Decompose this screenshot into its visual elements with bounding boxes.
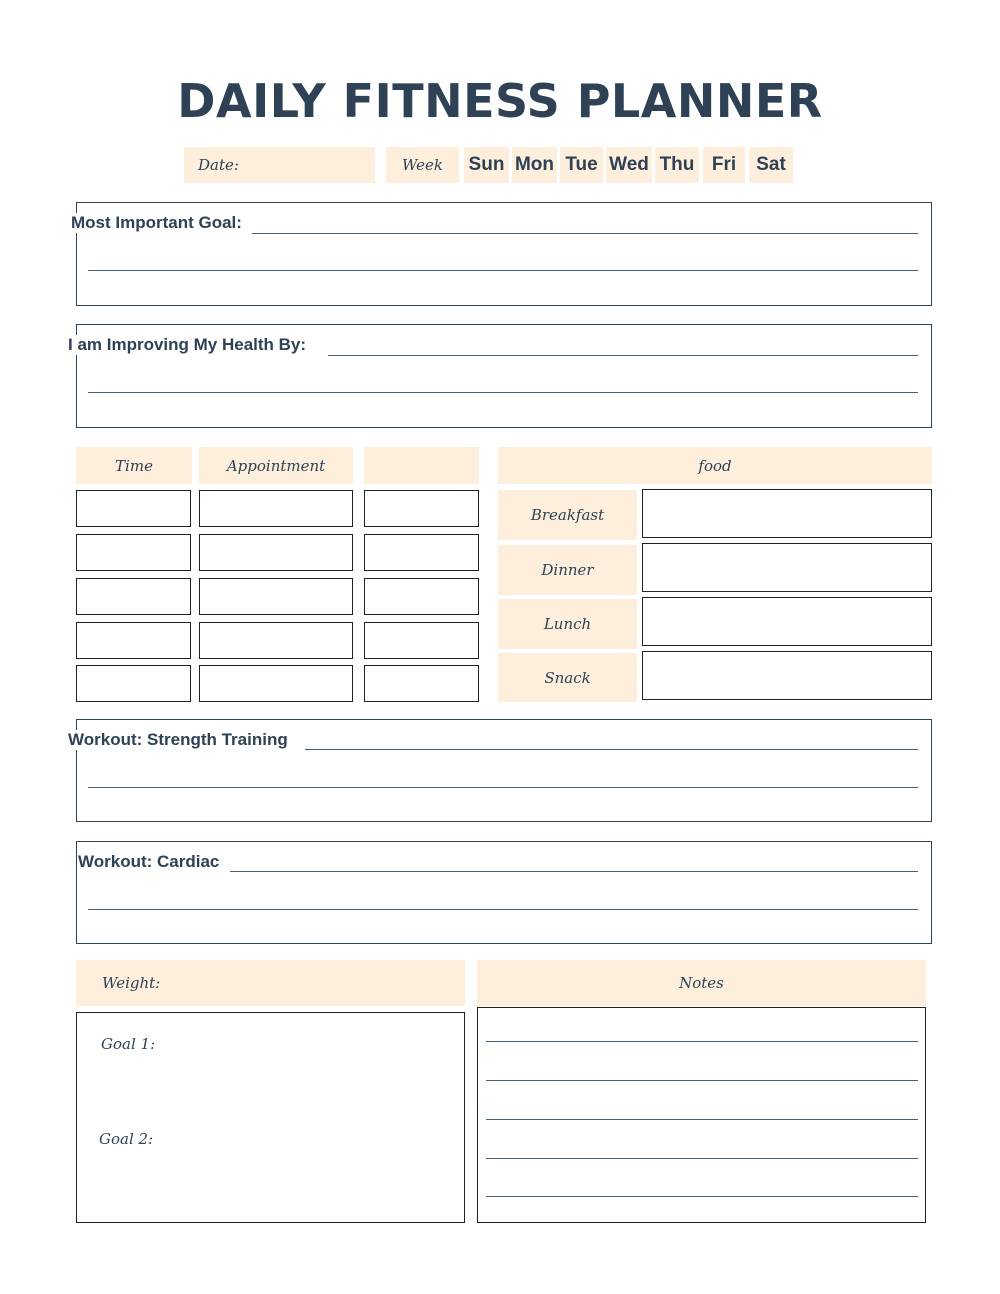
- extra-cell[interactable]: [364, 665, 479, 702]
- dinner-field[interactable]: [642, 543, 932, 592]
- day-wed[interactable]: Wed: [606, 147, 652, 183]
- meal-label-snack: Snack: [498, 653, 637, 702]
- strength-label: Workout: Strength Training: [68, 730, 288, 749]
- date-label: Date:: [198, 156, 239, 174]
- time-header: Time: [76, 447, 192, 484]
- appointment-header: Appointment: [199, 447, 353, 484]
- notes-box[interactable]: [477, 1007, 926, 1223]
- breakfast-field[interactable]: [642, 489, 932, 538]
- weight-header: Weight:: [76, 960, 465, 1006]
- extra-cell[interactable]: [364, 490, 479, 527]
- health-line-1[interactable]: [328, 355, 918, 356]
- appointment-cell[interactable]: [199, 665, 353, 702]
- page-title: DAILY FITNESS PLANNER: [177, 74, 823, 128]
- extra-header: [364, 447, 479, 484]
- time-cell[interactable]: [76, 622, 191, 659]
- day-thu[interactable]: Thu: [655, 147, 699, 183]
- day-mon[interactable]: Mon: [512, 147, 557, 183]
- notes-header: Notes: [477, 960, 926, 1006]
- notes-line-5[interactable]: [486, 1196, 918, 1197]
- meal-label-lunch: Lunch: [498, 599, 637, 649]
- date-field[interactable]: [184, 147, 375, 183]
- notes-line-1[interactable]: [486, 1041, 918, 1042]
- appointment-cell[interactable]: [199, 490, 353, 527]
- cardio-line-1[interactable]: [230, 871, 918, 872]
- meal-label-dinner: Dinner: [498, 545, 637, 595]
- health-label: I am Improving My Health By:: [68, 335, 310, 355]
- health-line-2[interactable]: [88, 392, 918, 393]
- extra-cell[interactable]: [364, 534, 479, 571]
- week-label: Week: [401, 156, 444, 174]
- goal-line-2[interactable]: [88, 270, 918, 271]
- extra-cell[interactable]: [364, 578, 479, 615]
- goal-label: Most Important Goal:: [71, 213, 246, 233]
- day-tue[interactable]: Tue: [560, 147, 603, 183]
- cardio-label: Workout: Cardiac: [78, 852, 220, 871]
- extra-cell[interactable]: [364, 622, 479, 659]
- lunch-field[interactable]: [642, 597, 932, 646]
- appointment-cell[interactable]: [199, 534, 353, 571]
- weight-goal2-label: Goal 2:: [99, 1130, 154, 1148]
- notes-line-3[interactable]: [486, 1119, 918, 1120]
- goal-line-1[interactable]: [252, 233, 918, 234]
- cardio-line-2[interactable]: [88, 909, 918, 910]
- day-sun[interactable]: Sun: [464, 147, 509, 183]
- meal-label-breakfast: Breakfast: [498, 490, 637, 540]
- day-fri[interactable]: Fri: [703, 147, 745, 183]
- appointment-cell[interactable]: [199, 622, 353, 659]
- time-cell[interactable]: [76, 534, 191, 571]
- strength-line-2[interactable]: [88, 787, 918, 788]
- snack-field[interactable]: [642, 651, 932, 700]
- time-cell[interactable]: [76, 578, 191, 615]
- food-header: food: [498, 447, 932, 484]
- time-cell[interactable]: [76, 665, 191, 702]
- appointment-cell[interactable]: [199, 578, 353, 615]
- day-sat[interactable]: Sat: [749, 147, 793, 183]
- weight-goal1-label: Goal 1:: [101, 1035, 156, 1053]
- time-cell[interactable]: [76, 490, 191, 527]
- strength-line-1[interactable]: [305, 749, 918, 750]
- week-field[interactable]: [386, 147, 459, 183]
- notes-line-4[interactable]: [486, 1158, 918, 1159]
- notes-line-2[interactable]: [486, 1080, 918, 1081]
